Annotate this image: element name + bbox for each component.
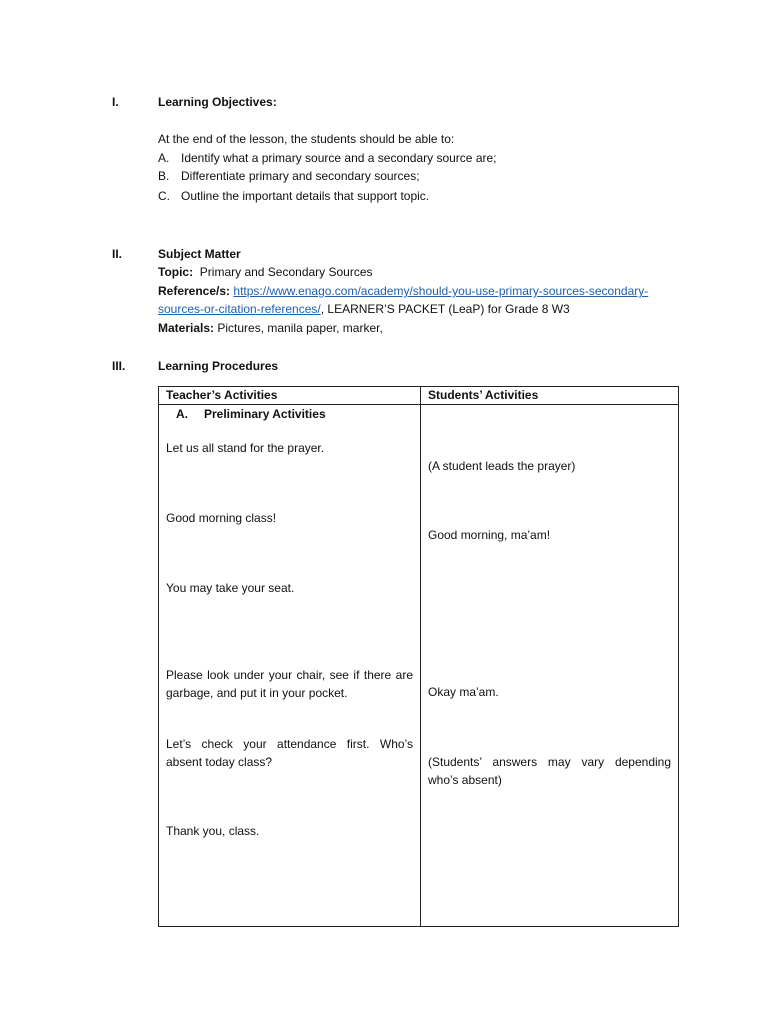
teacher-activities-header: Teacher’s Activities (159, 387, 421, 405)
topic-label: Topic: (158, 265, 194, 279)
objective-c-text: Outline the important details that support topic. (181, 189, 430, 203)
student-line-attendance: (Students’ answers may vary depending who’s absent) (428, 755, 671, 787)
students-activities-header: Students’ Activities (421, 387, 679, 405)
preliminary-activities-heading (176, 405, 413, 423)
table-header-row (159, 387, 679, 405)
subsection-title: Preliminary Activities (204, 407, 326, 421)
reference-link-continued[interactable]: sources-or-citation-references/ (158, 302, 321, 316)
procedures-table (158, 386, 679, 927)
student-line-greeting: Good morning, ma’am! (428, 528, 551, 542)
objective-b (158, 167, 420, 185)
teacher-line-prayer: Let us all stand for the prayer. (166, 441, 325, 455)
teacher-line-thanks: Thank you, class. (166, 824, 260, 838)
objective-a-text: Identify what a primary source and a secondary source are; (181, 151, 497, 165)
table-body-row (159, 405, 679, 927)
section-2-title: Subject Matter (158, 247, 241, 261)
objective-b-text: Differentiate primary and secondary sources; (181, 169, 420, 183)
reference-link[interactable]: https://www.enago.com/academy/should-you-use-primary-sources-secondary- (233, 284, 649, 298)
objective-c (158, 187, 429, 205)
objectives-intro: At the end of the lesson, the students should be able to: (158, 132, 455, 146)
students-activities-cell (421, 405, 679, 927)
section-1-title: Learning Objectives: (158, 95, 277, 109)
section-3-title: Learning Procedures (158, 359, 279, 373)
materials-label: Materials: (158, 321, 215, 335)
materials-line (158, 319, 383, 337)
reference-label: Reference/s: (158, 284, 231, 298)
teacher-line-attendance: Let’s check your attendance first. Who’s absent today class? (166, 737, 413, 769)
section-2-numeral: II. (112, 247, 123, 261)
objective-c-letter: C. (158, 189, 170, 203)
teacher-line-greeting: Good morning class! (166, 511, 277, 525)
subsection-letter: A. (176, 407, 188, 421)
teacher-activities-cell (159, 405, 421, 927)
objective-b-letter: B. (158, 169, 170, 183)
teacher-line-seat: You may take your seat. (166, 581, 295, 595)
topic-line (158, 263, 373, 281)
topic-value: Primary and Secondary Sources (199, 265, 373, 279)
reference-line-2 (158, 300, 570, 318)
section-3-numeral: III. (112, 359, 126, 373)
student-line-prayer: (A student leads the prayer) (428, 459, 576, 473)
materials-value: Pictures, manila paper, marker, (217, 321, 383, 335)
section-1-numeral: I. (112, 95, 119, 109)
reference-line-1 (158, 282, 648, 300)
teacher-line-garbage: Please look under your chair, see if there are garbage, and put it in your pocket. (166, 668, 413, 700)
reference-rest: , LEARNER’S PACKET (LeaP) for Grade 8 W3 (320, 302, 570, 316)
objective-a-letter: A. (158, 151, 170, 165)
student-line-okay: Okay ma’am. (428, 685, 499, 699)
objective-a (158, 149, 497, 167)
